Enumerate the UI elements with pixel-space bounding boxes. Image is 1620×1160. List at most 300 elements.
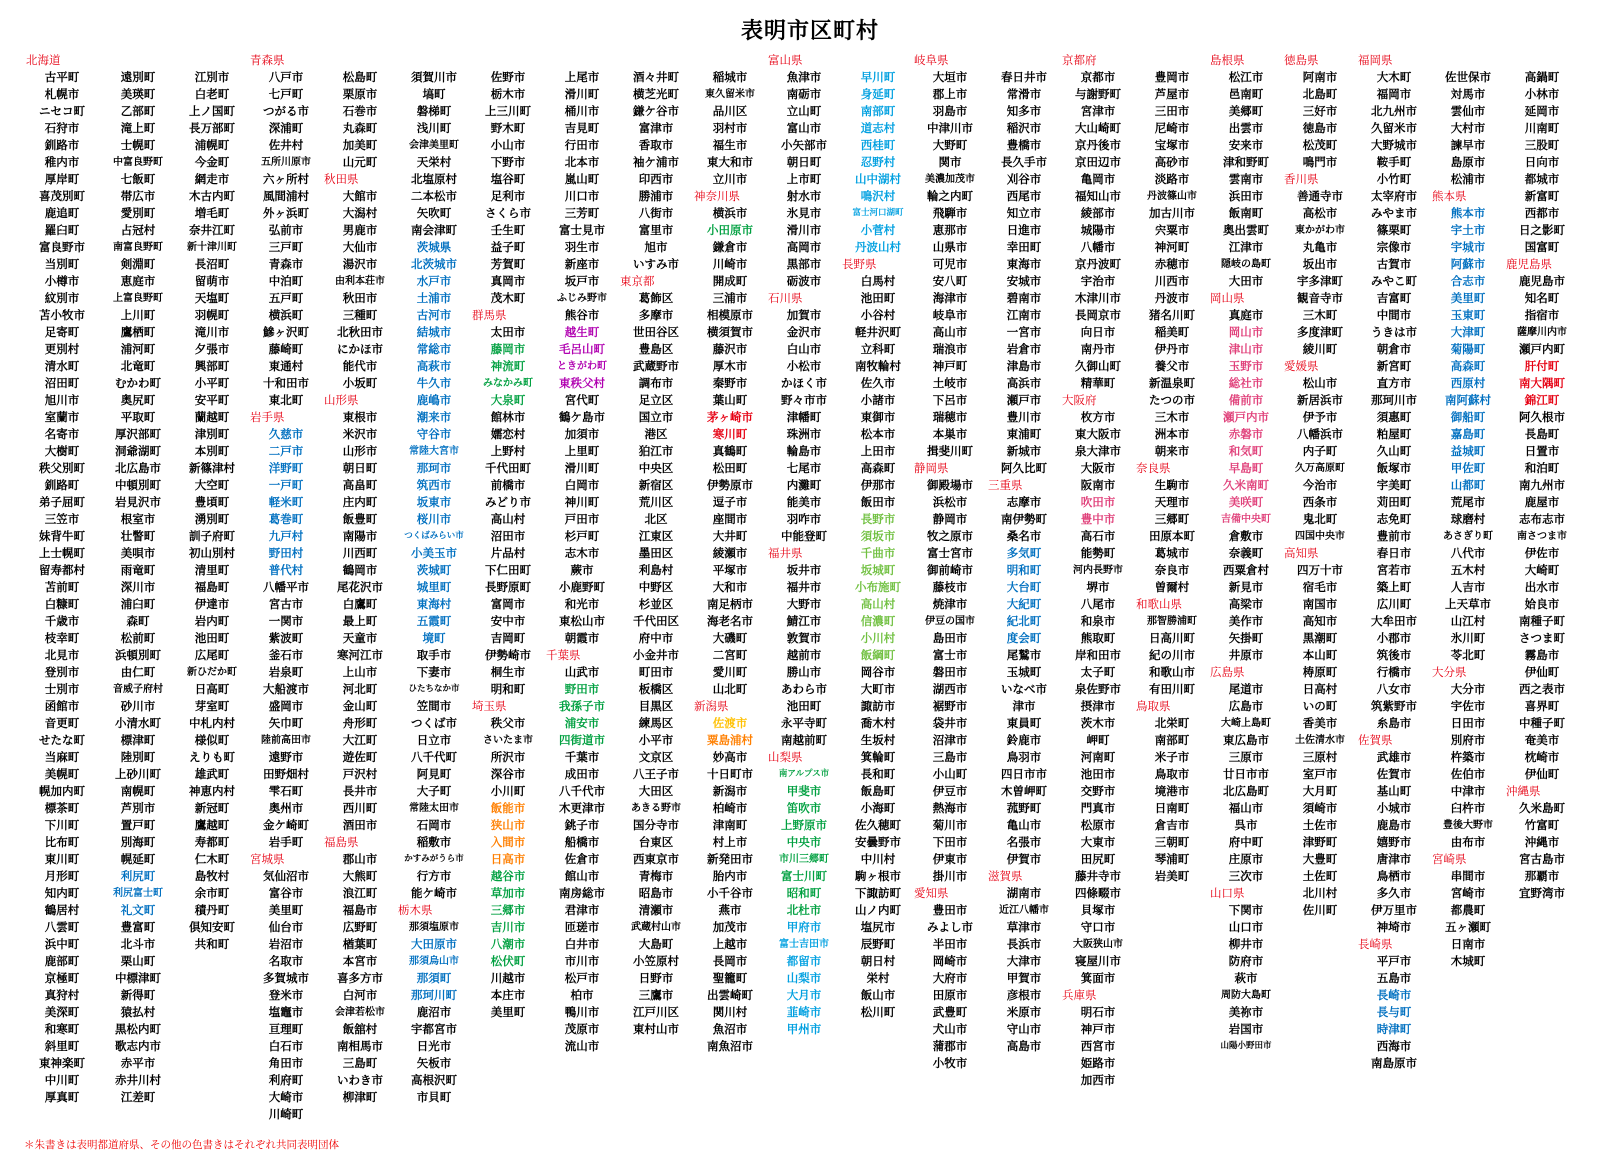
municipality-name: 八幡浜市: [1297, 427, 1343, 441]
municipality-name: 市川市: [564, 954, 600, 968]
municipality-name: 袋井市: [932, 716, 968, 730]
municipality-name: 山陽小野田市: [1220, 1041, 1272, 1051]
municipality-name: 大月町: [1302, 784, 1338, 798]
municipality-name: 豊橋市: [1006, 138, 1042, 152]
municipality-name: 北本市: [564, 155, 600, 169]
municipality-name: 新富町: [1524, 189, 1560, 203]
municipality-name: 加美町: [342, 138, 378, 152]
prefecture-header: 千葉県: [546, 648, 581, 662]
municipality-name: 向日市: [1080, 325, 1116, 339]
municipality-name: 南さつま市: [1517, 531, 1567, 542]
municipality-name: 富士見市: [559, 223, 605, 237]
municipality-name: 長岡京市: [1075, 308, 1121, 322]
municipality-name: 伊仙町: [1524, 665, 1560, 679]
municipality-name: 沼津市: [932, 733, 968, 747]
municipality-name: 忍野村: [860, 155, 896, 169]
prefecture-header: 愛知県: [914, 886, 949, 900]
municipality-name: 四万十市: [1297, 563, 1343, 577]
municipality-name: 境港市: [1154, 784, 1190, 798]
municipality-name: 伊賀市: [1006, 852, 1042, 866]
municipality-name: 葛飾区: [638, 291, 674, 305]
municipality-name: 南富良野町: [113, 242, 163, 253]
municipality-name: 裾野市: [932, 699, 968, 713]
municipality-name: 太宰府市: [1371, 189, 1417, 203]
municipality-name: 久米島町: [1519, 801, 1565, 815]
municipality-name: 肝付町: [1524, 359, 1560, 373]
municipality-name: 亀山市: [1006, 818, 1042, 832]
municipality-name: 玉野市: [1228, 359, 1264, 373]
municipality-name: 豊富町: [120, 920, 156, 934]
municipality-name: 美唄市: [120, 546, 156, 560]
municipality-name: 南島原市: [1371, 1056, 1417, 1070]
municipality-name: 大子町: [416, 784, 452, 798]
municipality-name: 胎内市: [712, 869, 748, 883]
municipality-name: 千歳市: [44, 614, 80, 628]
municipality-name: 三股町: [1524, 138, 1560, 152]
prefecture-header: 熊本県: [1432, 189, 1467, 203]
municipality-name: 飯塚市: [1376, 461, 1412, 475]
municipality-name: 長岡市: [712, 954, 748, 968]
municipality-name: 森町: [126, 614, 150, 628]
municipality-name: 津市: [1012, 699, 1036, 713]
municipality-name: 鹿沼市: [416, 1005, 452, 1019]
municipality-name: 蘭越町: [194, 410, 230, 424]
municipality-name: 久御山町: [1075, 359, 1121, 373]
municipality-name: 鹿部町: [44, 954, 80, 968]
municipality-name: 別府市: [1450, 733, 1486, 747]
municipality-name: ひたちなか市: [408, 684, 460, 694]
municipality-name: 鎌ケ谷市: [633, 104, 679, 118]
municipality-name: 京丹後市: [1075, 138, 1121, 152]
municipality-name: 遠野市: [268, 750, 304, 764]
municipality-name: 鹿嶋市: [416, 393, 452, 407]
municipality-name: 廿日市市: [1223, 767, 1269, 781]
municipality-name: 米子市: [1154, 750, 1190, 764]
municipality-name: 富岡市: [490, 597, 526, 611]
municipality-column: [692, 52, 768, 1055]
municipality-name: 坂出市: [1302, 257, 1338, 271]
municipality-name: 東北町: [268, 393, 304, 407]
municipality-name: 道志村: [860, 121, 896, 135]
municipality-name: 幌延町: [120, 852, 156, 866]
municipality-name: 美里町: [268, 903, 304, 917]
municipality-name: 諫早市: [1450, 138, 1486, 152]
municipality-name: 新ひだか町: [187, 667, 237, 678]
municipality-name: 筑後市: [1376, 648, 1412, 662]
municipality-name: 様似町: [194, 733, 230, 747]
municipality-name: 綾瀬市: [712, 546, 748, 560]
municipality-name: 長沼町: [194, 257, 230, 271]
municipality-name: 曽爾村: [1154, 580, 1190, 594]
blank-cell: [544, 52, 620, 69]
municipality-name: 豊後大野市: [1443, 820, 1493, 831]
municipality-name: 御前崎市: [927, 563, 973, 577]
municipality-name: 赤平市: [120, 1056, 156, 1070]
municipality-name: 合志市: [1450, 274, 1486, 288]
municipality-name: 小笠原村: [633, 954, 679, 968]
municipality-name: 留寿都村: [39, 563, 85, 577]
municipality-name: 徳島市: [1302, 121, 1338, 135]
municipality-name: 菊川市: [932, 818, 968, 832]
municipality-name: 城里町: [416, 580, 452, 594]
prefecture-header: 北海道: [26, 53, 61, 67]
municipality-name: 館林市: [490, 410, 526, 424]
municipality-name: 西原村: [1450, 376, 1486, 390]
municipality-name: 美瑛町: [120, 87, 156, 101]
municipality-name: 南陽市: [342, 529, 378, 543]
municipality-name: 相模原市: [707, 308, 753, 322]
municipality-name: 坂戸市: [564, 274, 600, 288]
municipality-name: 浜田市: [1228, 189, 1264, 203]
municipality-name: 東秩父村: [559, 376, 605, 390]
municipality-name: 出雲市: [1228, 121, 1264, 135]
municipality-name: 塩谷町: [490, 172, 526, 186]
municipality-name: 福知山市: [1075, 189, 1121, 203]
municipality-name: 尾鷲市: [1006, 648, 1042, 662]
municipality-name: 西桂町: [860, 138, 896, 152]
municipality-name: 稲城市: [712, 70, 748, 84]
municipality-name: 大熊町: [342, 869, 378, 883]
municipality-name: 士幌町: [120, 138, 156, 152]
municipality-name: ニセコ町: [39, 104, 85, 118]
municipality-name: 大江町: [342, 733, 378, 747]
municipality-name: 津野町: [1302, 835, 1338, 849]
municipality-name: いなべ市: [1001, 682, 1047, 696]
municipality-name: 北塩原村: [411, 172, 457, 186]
municipality-name: 伊豆市: [932, 784, 968, 798]
municipality-name: 中央市: [786, 835, 822, 849]
municipality-name: 松伏町: [490, 954, 526, 968]
municipality-column: [544, 52, 620, 1055]
municipality-name: 嵐山町: [564, 172, 600, 186]
municipality-name: 南房総市: [559, 886, 605, 900]
municipality-name: 箕輪町: [860, 750, 896, 764]
municipality-name: 前橋市: [490, 478, 526, 492]
municipality-name: 鳴門市: [1302, 155, 1338, 169]
municipality-name: 増毛町: [194, 206, 230, 220]
municipality-name: 行田市: [564, 138, 600, 152]
municipality-name: 大津市: [1006, 954, 1042, 968]
municipality-name: 宿毛市: [1302, 580, 1338, 594]
prefecture-header: 岩手県: [250, 410, 285, 424]
municipality-name: 新発田市: [707, 852, 753, 866]
municipality-name: 広野町: [342, 920, 378, 934]
municipality-name: 太田市: [490, 325, 526, 339]
municipality-name: 利府町: [268, 1073, 304, 1087]
footnote: ＊朱書きは表明都道府県、その他の色書きはそれぞれ共同表明団体: [24, 1139, 339, 1151]
municipality-name: 甲州市: [786, 1022, 822, 1036]
municipality-name: 桜川市: [416, 512, 452, 526]
municipality-name: 恵那市: [932, 223, 968, 237]
municipality-name: 所沢市: [490, 750, 526, 764]
municipality-name: 鹿児島市: [1519, 274, 1565, 288]
municipality-name: 高根沢町: [411, 1073, 457, 1087]
municipality-name: 山ノ内町: [855, 903, 901, 917]
municipality-name: 礼文町: [120, 903, 156, 917]
municipality-name: 由布市: [1450, 835, 1486, 849]
municipality-name: 真鶴町: [712, 444, 748, 458]
municipality-name: 銚子市: [564, 818, 600, 832]
municipality-name: 南阿蘇村: [1445, 393, 1491, 407]
municipality-name: 出雲崎町: [707, 988, 753, 1002]
municipality-name: 那覇市: [1524, 869, 1560, 883]
municipality-name: 葛巻町: [268, 512, 304, 526]
municipality-name: 南牧輪村: [855, 359, 901, 373]
municipality-name: 千代田区: [633, 614, 679, 628]
municipality-column: [174, 52, 250, 953]
municipality-name: 台東区: [638, 835, 674, 849]
municipality-name: 川口市: [564, 189, 600, 203]
municipality-name: 紫波町: [268, 631, 304, 645]
municipality-name: 南魚沼市: [707, 1039, 753, 1053]
municipality-name: 佐渡市: [712, 716, 748, 730]
municipality-name: 美里町: [490, 1005, 526, 1019]
municipality-name: 藤崎町: [268, 342, 304, 356]
municipality-name: 墨田区: [638, 546, 674, 560]
municipality-name: 茂木町: [490, 291, 526, 305]
municipality-name: 鹿追町: [44, 206, 80, 220]
municipality-name: 木古内町: [189, 189, 235, 203]
municipality-name: 矢吹町: [416, 206, 452, 220]
municipality-name: 御船町: [1450, 410, 1486, 424]
prefecture-header: 沖縄県: [1506, 784, 1541, 798]
prefecture-header: 愛媛県: [1284, 359, 1319, 373]
municipality-name: 野木町: [490, 121, 526, 135]
municipality-name: 能勢町: [1080, 546, 1116, 560]
municipality-name: 長与町: [1376, 1005, 1412, 1019]
municipality-name: 五霞町: [416, 614, 452, 628]
municipality-name: 流山市: [564, 1039, 600, 1053]
municipality-name: 逗子市: [712, 495, 748, 509]
municipality-name: 鳥羽市: [1006, 750, 1042, 764]
municipality-name: 立山町: [786, 104, 822, 118]
municipality-name: 歌志内市: [115, 1039, 161, 1053]
municipality-name: 韮崎市: [786, 1005, 822, 1019]
municipality-name: 品川区: [712, 104, 748, 118]
municipality-name: 足利市: [490, 189, 526, 203]
municipality-name: 美深町: [44, 1005, 80, 1019]
municipality-name: 志摩市: [1006, 495, 1042, 509]
prefecture-header: 岐阜県: [914, 53, 949, 67]
municipality-name: 新宮町: [1376, 359, 1412, 373]
municipality-name: 大空町: [194, 478, 230, 492]
municipality-name: 上里町: [564, 444, 600, 458]
municipality-name: 洲本市: [1154, 427, 1190, 441]
blank-cell: [396, 52, 472, 69]
municipality-name: 東員町: [1006, 716, 1042, 730]
municipality-name: 沼田町: [44, 376, 80, 390]
municipality-name: 高山村: [860, 597, 896, 611]
municipality-name: 鶴ケ島市: [559, 410, 605, 424]
municipality-name: 犬山市: [932, 1022, 968, 1036]
municipality-name: 山元町: [342, 155, 378, 169]
municipality-name: 鰺ヶ沢町: [263, 325, 309, 339]
municipality-name: 呉市: [1234, 818, 1258, 832]
municipality-name: 嬉野市: [1376, 835, 1412, 849]
municipality-name: 四日市市: [1001, 767, 1047, 781]
municipality-name: 京田辺市: [1075, 155, 1121, 169]
municipality-name: 能美市: [786, 495, 822, 509]
municipality-name: 登米市: [268, 988, 304, 1002]
municipality-name: 宜野湾市: [1519, 886, 1565, 900]
municipality-name: 西尾市: [1006, 189, 1042, 203]
municipality-name: 稲敷市: [416, 835, 452, 849]
municipality-name: 平戸市: [1376, 954, 1412, 968]
municipality-name: 浪江町: [342, 886, 378, 900]
municipality-name: 積丹町: [194, 903, 230, 917]
municipality-name: 美郷町: [1228, 104, 1264, 118]
municipality-name: 直方市: [1376, 376, 1412, 390]
municipality-name: 半田市: [932, 937, 968, 951]
municipality-name: 土佐清水市: [1295, 735, 1345, 746]
municipality-name: 上士幌町: [39, 546, 85, 560]
municipality-name: 宇美町: [1376, 478, 1412, 492]
municipality-name: 栃木市: [490, 87, 526, 101]
municipality-name: 福山市: [1228, 801, 1264, 815]
municipality-name: 富山市: [786, 121, 822, 135]
municipality-name: 稲沢市: [1006, 121, 1042, 135]
municipality-name: 香取市: [638, 138, 674, 152]
municipality-name: 古平町: [44, 70, 80, 84]
municipality-name: 岩手町: [268, 835, 304, 849]
municipality-name: あさぎり町: [1443, 531, 1493, 542]
municipality-name: 朝日村: [860, 954, 896, 968]
municipality-name: 福岡市: [1376, 87, 1412, 101]
municipality-name: 伊予市: [1302, 410, 1338, 424]
municipality-name: 厚木市: [712, 359, 748, 373]
municipality-name: 夕張市: [194, 342, 230, 356]
municipality-name: 串間市: [1450, 869, 1486, 883]
prefecture-header: 石川県: [768, 291, 803, 305]
municipality-name: 筑紫野市: [1371, 699, 1417, 713]
municipality-name: 日進市: [1006, 223, 1042, 237]
prefecture-header: 大阪府: [1062, 393, 1097, 407]
municipality-name: 小松市: [786, 359, 822, 373]
municipality-name: 飯能市: [490, 801, 526, 815]
municipality-name: 大村市: [1450, 121, 1486, 135]
municipality-name: 浦幌町: [194, 138, 230, 152]
municipality-name: 戸田市: [564, 512, 600, 526]
municipality-name: 長万部町: [189, 121, 235, 135]
municipality-name: 浜頓別町: [115, 648, 161, 662]
municipality-name: 深谷市: [490, 767, 526, 781]
municipality-name: 横浜市: [712, 206, 748, 220]
municipality-name: 中標津町: [115, 971, 161, 985]
municipality-name: 五所川原市: [261, 157, 311, 168]
municipality-name: 寝屋川市: [1075, 954, 1121, 968]
municipality-name: 共和町: [194, 937, 230, 951]
municipality-name: 岩倉市: [1006, 342, 1042, 356]
municipality-name: 戸沢村: [342, 767, 378, 781]
municipality-name: 喜多方市: [337, 971, 383, 985]
municipality-name: 占冠村: [120, 223, 156, 237]
municipality-name: 瀬戸内町: [1519, 342, 1565, 356]
municipality-name: 高山市: [932, 325, 968, 339]
municipality-name: 標茶町: [44, 801, 80, 815]
municipality-name: 掛川市: [932, 869, 968, 883]
municipality-name: 岡崎市: [932, 954, 968, 968]
municipality-name: 東浦町: [1006, 427, 1042, 441]
municipality-name: 岩内町: [194, 614, 230, 628]
municipality-name: 長久手市: [1001, 155, 1047, 169]
municipality-name: 秩父別町: [39, 461, 85, 475]
municipality-name: 多度津町: [1297, 325, 1343, 339]
municipality-name: 丸亀市: [1302, 240, 1338, 254]
prefecture-header: 栃木県: [398, 903, 433, 917]
municipality-name: 池田町: [194, 631, 230, 645]
municipality-name: 堺市: [1086, 580, 1110, 594]
municipality-name: 月形町: [44, 869, 80, 883]
municipality-name: 大田原市: [411, 937, 457, 951]
municipality-name: 六ヶ所村: [263, 172, 309, 186]
municipality-name: 富谷市: [268, 886, 304, 900]
municipality-name: 下野市: [490, 155, 526, 169]
municipality-name: 大阪狭山市: [1073, 939, 1123, 950]
municipality-name: 外ヶ浜町: [263, 206, 309, 220]
municipality-name: 江東区: [638, 529, 674, 543]
municipality-name: 可児市: [932, 257, 968, 271]
municipality-name: 安城市: [1006, 274, 1042, 288]
municipality-name: 上野村: [490, 444, 526, 458]
municipality-name: 唐津市: [1376, 852, 1412, 866]
municipality-name: 三種町: [342, 308, 378, 322]
municipality-name: 留萌市: [194, 274, 230, 288]
blank-cell: [1504, 52, 1580, 69]
municipality-name: 赤穂市: [1154, 257, 1190, 271]
municipality-name: うきは市: [1371, 325, 1417, 339]
municipality-name: 牛久市: [416, 376, 452, 390]
municipality-name: 下妻市: [416, 665, 452, 679]
municipality-name: 旭市: [644, 240, 668, 254]
municipality-name: 早島町: [1228, 461, 1264, 475]
municipality-name: 藤岡市: [490, 342, 526, 356]
municipality-name: 豊前市: [1376, 529, 1412, 543]
municipality-name: 伊仙町: [1524, 767, 1560, 781]
municipality-name: 気仙沼市: [263, 869, 309, 883]
municipality-name: 苅田町: [1376, 495, 1412, 509]
municipality-name: あきる野市: [631, 803, 681, 814]
municipality-name: 奈井江町: [189, 223, 235, 237]
municipality-name: 川西市: [1154, 274, 1190, 288]
municipality-name: 根室市: [120, 512, 156, 526]
municipality-name: 宇城市: [1450, 240, 1486, 254]
municipality-name: 大阪市: [1080, 461, 1116, 475]
municipality-name: 尼崎市: [1154, 121, 1190, 135]
municipality-name: 江津市: [1228, 240, 1264, 254]
municipality-name: 岩美町: [1154, 869, 1190, 883]
municipality-name: 幌加内町: [39, 784, 85, 798]
municipality-name: 瀬戸内市: [1223, 410, 1269, 424]
municipality-name: 富津市: [638, 121, 674, 135]
municipality-name: 亀岡市: [1080, 172, 1116, 186]
municipality-name: 酒田市: [342, 818, 378, 832]
municipality-name: 須坂市: [860, 529, 896, 543]
municipality-name: 香美市: [1302, 716, 1338, 730]
blank-cell: [986, 52, 1062, 69]
municipality-column: [1504, 52, 1580, 902]
municipality-name: 寒河江市: [337, 648, 383, 662]
prefecture-header: 島根県: [1210, 53, 1245, 67]
municipality-name: 白山市: [786, 342, 822, 356]
municipality-name: 新見市: [1228, 580, 1264, 594]
municipality-name: 袖ケ浦市: [633, 155, 679, 169]
municipality-name: 上田市: [860, 444, 896, 458]
municipality-name: 妹背牛町: [39, 529, 85, 543]
municipality-name: 七尾市: [786, 461, 822, 475]
municipality-name: 美作市: [1228, 614, 1264, 628]
municipality-name: 愛川町: [712, 665, 748, 679]
municipality-name: 石狩市: [44, 121, 80, 135]
